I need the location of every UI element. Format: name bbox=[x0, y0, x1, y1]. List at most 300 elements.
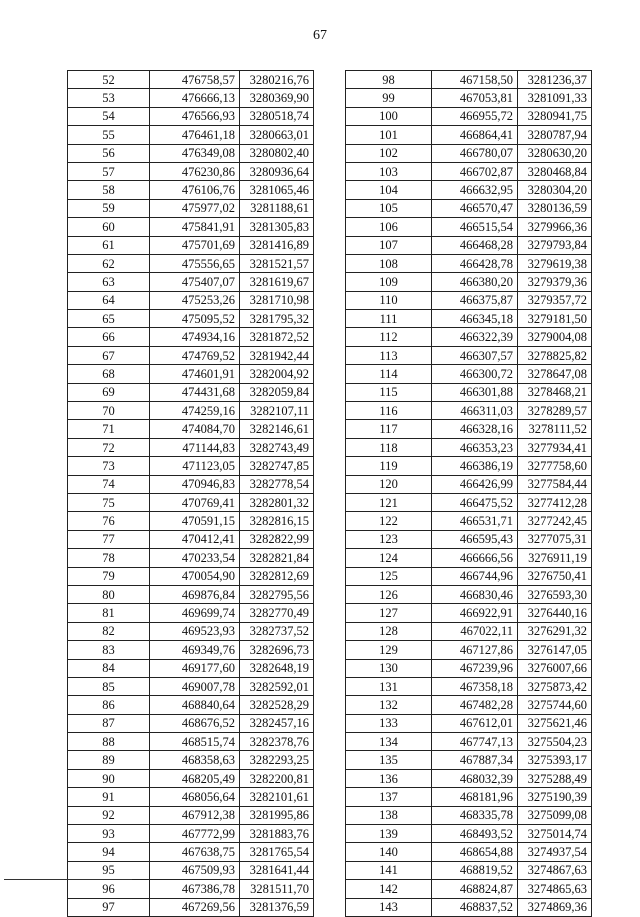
point-number-cell: 114 bbox=[346, 365, 432, 383]
table-row bbox=[346, 880, 592, 898]
x-coordinate-cell: 467022,11 bbox=[432, 622, 518, 640]
table-row bbox=[346, 438, 592, 456]
y-coordinate-cell: 3276291,32 bbox=[518, 622, 592, 640]
table-row bbox=[68, 291, 314, 309]
point-number-cell: 89 bbox=[68, 751, 150, 769]
table-row bbox=[346, 475, 592, 493]
table-row bbox=[68, 365, 314, 383]
y-coordinate-cell: 3275393,17 bbox=[518, 751, 592, 769]
point-number-cell: 69 bbox=[68, 383, 150, 401]
y-coordinate-cell: 3280663,01 bbox=[240, 126, 314, 144]
x-coordinate-cell: 470946,83 bbox=[150, 475, 240, 493]
table-row bbox=[68, 328, 314, 346]
x-coordinate-cell: 467239,96 bbox=[432, 659, 518, 677]
table-row bbox=[346, 806, 592, 824]
point-number-cell: 63 bbox=[68, 273, 150, 291]
point-number-cell: 113 bbox=[346, 346, 432, 364]
x-coordinate-cell: 467053,81 bbox=[432, 89, 518, 107]
point-number-cell: 136 bbox=[346, 769, 432, 787]
x-coordinate-cell: 468824,87 bbox=[432, 880, 518, 898]
table-row bbox=[346, 310, 592, 328]
y-coordinate-cell: 3282747,85 bbox=[240, 457, 314, 475]
y-coordinate-cell: 3280787,94 bbox=[518, 126, 592, 144]
table-row bbox=[346, 714, 592, 732]
y-coordinate-cell: 3280304,20 bbox=[518, 181, 592, 199]
table-row bbox=[346, 733, 592, 751]
table-row bbox=[68, 162, 314, 180]
table-row bbox=[68, 825, 314, 843]
point-number-cell: 97 bbox=[68, 898, 150, 916]
table-row bbox=[346, 622, 592, 640]
x-coordinate-cell: 467509,93 bbox=[150, 861, 240, 879]
y-coordinate-cell: 3277075,31 bbox=[518, 530, 592, 548]
y-coordinate-cell: 3282770,49 bbox=[240, 604, 314, 622]
point-number-cell: 120 bbox=[346, 475, 432, 493]
y-coordinate-cell: 3275621,46 bbox=[518, 714, 592, 732]
x-coordinate-cell: 466428,78 bbox=[432, 254, 518, 272]
point-number-cell: 109 bbox=[346, 273, 432, 291]
table-row bbox=[346, 769, 592, 787]
table-row bbox=[68, 898, 314, 916]
y-coordinate-cell: 3280630,20 bbox=[518, 144, 592, 162]
point-number-cell: 66 bbox=[68, 328, 150, 346]
table-row bbox=[68, 530, 314, 548]
y-coordinate-cell: 3278111,52 bbox=[518, 420, 592, 438]
point-number-cell: 140 bbox=[346, 843, 432, 861]
x-coordinate-cell: 466515,54 bbox=[432, 218, 518, 236]
y-coordinate-cell: 3282816,15 bbox=[240, 512, 314, 530]
point-number-cell: 101 bbox=[346, 126, 432, 144]
table-row bbox=[68, 604, 314, 622]
point-number-cell: 62 bbox=[68, 254, 150, 272]
y-coordinate-cell: 3282696,73 bbox=[240, 641, 314, 659]
x-coordinate-cell: 466353,23 bbox=[432, 438, 518, 456]
table-row bbox=[346, 898, 592, 916]
table-row bbox=[68, 420, 314, 438]
point-number-cell: 108 bbox=[346, 254, 432, 272]
x-coordinate-cell: 466595,43 bbox=[432, 530, 518, 548]
y-coordinate-cell: 3281995,86 bbox=[240, 806, 314, 824]
x-coordinate-cell: 469699,74 bbox=[150, 604, 240, 622]
table-row bbox=[68, 144, 314, 162]
x-coordinate-cell: 475841,91 bbox=[150, 218, 240, 236]
x-coordinate-cell: 476230,86 bbox=[150, 162, 240, 180]
y-coordinate-cell: 3281883,76 bbox=[240, 825, 314, 843]
y-coordinate-cell: 3281710,98 bbox=[240, 291, 314, 309]
point-number-cell: 123 bbox=[346, 530, 432, 548]
point-number-cell: 139 bbox=[346, 825, 432, 843]
x-coordinate-cell: 466300,72 bbox=[432, 365, 518, 383]
table-row bbox=[68, 714, 314, 732]
y-coordinate-cell: 3281765,54 bbox=[240, 843, 314, 861]
point-number-cell: 118 bbox=[346, 438, 432, 456]
y-coordinate-cell: 3282743,49 bbox=[240, 438, 314, 456]
x-coordinate-cell: 468819,52 bbox=[432, 861, 518, 879]
x-coordinate-cell: 466380,20 bbox=[432, 273, 518, 291]
point-number-cell: 87 bbox=[68, 714, 150, 732]
y-coordinate-cell: 3274865,63 bbox=[518, 880, 592, 898]
x-coordinate-cell: 468493,52 bbox=[432, 825, 518, 843]
point-number-cell: 105 bbox=[346, 199, 432, 217]
point-number-cell: 127 bbox=[346, 604, 432, 622]
y-coordinate-cell: 3282200,81 bbox=[240, 769, 314, 787]
point-number-cell: 59 bbox=[68, 199, 150, 217]
table-row bbox=[346, 144, 592, 162]
table-row bbox=[346, 861, 592, 879]
table-row bbox=[68, 218, 314, 236]
table-row bbox=[68, 107, 314, 125]
x-coordinate-cell: 467887,34 bbox=[432, 751, 518, 769]
point-number-cell: 111 bbox=[346, 310, 432, 328]
point-number-cell: 83 bbox=[68, 641, 150, 659]
point-number-cell: 125 bbox=[346, 567, 432, 585]
y-coordinate-cell: 3282146,61 bbox=[240, 420, 314, 438]
y-coordinate-cell: 3282592,01 bbox=[240, 677, 314, 695]
point-number-cell: 53 bbox=[68, 89, 150, 107]
point-number-cell: 84 bbox=[68, 659, 150, 677]
table-row bbox=[68, 402, 314, 420]
x-coordinate-cell: 466311,03 bbox=[432, 402, 518, 420]
page-number: 67 bbox=[313, 28, 327, 43]
x-coordinate-cell: 475977,02 bbox=[150, 199, 240, 217]
point-number-cell: 88 bbox=[68, 733, 150, 751]
table-row bbox=[68, 89, 314, 107]
x-coordinate-cell: 466475,52 bbox=[432, 493, 518, 511]
point-number-cell: 77 bbox=[68, 530, 150, 548]
x-coordinate-cell: 466375,87 bbox=[432, 291, 518, 309]
point-number-cell: 58 bbox=[68, 181, 150, 199]
point-number-cell: 143 bbox=[346, 898, 432, 916]
point-number-cell: 52 bbox=[68, 71, 150, 89]
table-row bbox=[346, 254, 592, 272]
table-row bbox=[346, 328, 592, 346]
point-number-cell: 92 bbox=[68, 806, 150, 824]
table-row bbox=[346, 677, 592, 695]
x-coordinate-cell: 476461,18 bbox=[150, 126, 240, 144]
point-number-cell: 57 bbox=[68, 162, 150, 180]
point-number-cell: 56 bbox=[68, 144, 150, 162]
point-number-cell: 106 bbox=[346, 218, 432, 236]
y-coordinate-cell: 3281376,59 bbox=[240, 898, 314, 916]
point-number-cell: 68 bbox=[68, 365, 150, 383]
x-coordinate-cell: 469876,84 bbox=[150, 585, 240, 603]
table-row bbox=[68, 788, 314, 806]
y-coordinate-cell: 3280936,64 bbox=[240, 162, 314, 180]
x-coordinate-cell: 469523,93 bbox=[150, 622, 240, 640]
x-coordinate-cell: 470769,41 bbox=[150, 493, 240, 511]
x-coordinate-cell: 470054,90 bbox=[150, 567, 240, 585]
table-row bbox=[68, 310, 314, 328]
x-coordinate-cell: 466426,99 bbox=[432, 475, 518, 493]
point-number-cell: 122 bbox=[346, 512, 432, 530]
x-coordinate-cell: 467127,86 bbox=[432, 641, 518, 659]
x-coordinate-cell: 467269,56 bbox=[150, 898, 240, 916]
table-row bbox=[68, 880, 314, 898]
coordinates-table-right bbox=[345, 70, 592, 917]
point-number-cell: 107 bbox=[346, 236, 432, 254]
point-number-cell: 80 bbox=[68, 585, 150, 603]
table-row bbox=[346, 641, 592, 659]
table-row bbox=[68, 236, 314, 254]
point-number-cell: 126 bbox=[346, 585, 432, 603]
x-coordinate-cell: 467386,78 bbox=[150, 880, 240, 898]
y-coordinate-cell: 3281619,67 bbox=[240, 273, 314, 291]
table-row bbox=[68, 512, 314, 530]
table-row bbox=[346, 604, 592, 622]
x-coordinate-cell: 467158,50 bbox=[432, 71, 518, 89]
point-number-cell: 65 bbox=[68, 310, 150, 328]
x-coordinate-cell: 468837,52 bbox=[432, 898, 518, 916]
table-row bbox=[346, 162, 592, 180]
x-coordinate-cell: 475253,26 bbox=[150, 291, 240, 309]
table-row bbox=[68, 438, 314, 456]
point-number-cell: 104 bbox=[346, 181, 432, 199]
table-row bbox=[68, 383, 314, 401]
x-coordinate-cell: 467358,18 bbox=[432, 677, 518, 695]
y-coordinate-cell: 3281236,37 bbox=[518, 71, 592, 89]
y-coordinate-cell: 3277242,45 bbox=[518, 512, 592, 530]
point-number-cell: 74 bbox=[68, 475, 150, 493]
point-number-cell: 124 bbox=[346, 549, 432, 567]
y-coordinate-cell: 3282457,16 bbox=[240, 714, 314, 732]
table-row bbox=[68, 199, 314, 217]
y-coordinate-cell: 3282107,11 bbox=[240, 402, 314, 420]
x-coordinate-cell: 468335,78 bbox=[432, 806, 518, 824]
table-row bbox=[68, 181, 314, 199]
x-coordinate-cell: 475407,07 bbox=[150, 273, 240, 291]
table-row bbox=[68, 733, 314, 751]
table-row bbox=[346, 291, 592, 309]
x-coordinate-cell: 468032,39 bbox=[432, 769, 518, 787]
point-number-cell: 60 bbox=[68, 218, 150, 236]
x-coordinate-cell: 466307,57 bbox=[432, 346, 518, 364]
y-coordinate-cell: 3276593,30 bbox=[518, 585, 592, 603]
table-row bbox=[346, 420, 592, 438]
table-row bbox=[346, 751, 592, 769]
table-row bbox=[68, 806, 314, 824]
y-coordinate-cell: 3277584,44 bbox=[518, 475, 592, 493]
y-coordinate-cell: 3279619,38 bbox=[518, 254, 592, 272]
y-coordinate-cell: 3280802,40 bbox=[240, 144, 314, 162]
table-row bbox=[346, 199, 592, 217]
x-coordinate-cell: 470233,54 bbox=[150, 549, 240, 567]
point-number-cell: 110 bbox=[346, 291, 432, 309]
table-row bbox=[68, 677, 314, 695]
y-coordinate-cell: 3279793,84 bbox=[518, 236, 592, 254]
y-coordinate-cell: 3282822,99 bbox=[240, 530, 314, 548]
x-coordinate-cell: 470591,15 bbox=[150, 512, 240, 530]
y-coordinate-cell: 3279181,50 bbox=[518, 310, 592, 328]
x-coordinate-cell: 476349,08 bbox=[150, 144, 240, 162]
x-coordinate-cell: 466780,07 bbox=[432, 144, 518, 162]
x-coordinate-cell: 475701,69 bbox=[150, 236, 240, 254]
y-coordinate-cell: 3282293,25 bbox=[240, 751, 314, 769]
y-coordinate-cell: 3281641,44 bbox=[240, 861, 314, 879]
y-coordinate-cell: 3280136,59 bbox=[518, 199, 592, 217]
y-coordinate-cell: 3277934,41 bbox=[518, 438, 592, 456]
point-number-cell: 96 bbox=[68, 880, 150, 898]
y-coordinate-cell: 3275744,60 bbox=[518, 696, 592, 714]
table-row bbox=[346, 696, 592, 714]
point-number-cell: 55 bbox=[68, 126, 150, 144]
table-row bbox=[346, 107, 592, 125]
y-coordinate-cell: 3282059,84 bbox=[240, 383, 314, 401]
y-coordinate-cell: 3274869,36 bbox=[518, 898, 592, 916]
point-number-cell: 93 bbox=[68, 825, 150, 843]
table-row bbox=[346, 493, 592, 511]
y-coordinate-cell: 3281065,46 bbox=[240, 181, 314, 199]
x-coordinate-cell: 476758,57 bbox=[150, 71, 240, 89]
point-number-cell: 131 bbox=[346, 677, 432, 695]
coordinates-table-left bbox=[67, 70, 314, 917]
y-coordinate-cell: 3278468,21 bbox=[518, 383, 592, 401]
point-number-cell: 128 bbox=[346, 622, 432, 640]
table-row bbox=[68, 843, 314, 861]
point-number-cell: 142 bbox=[346, 880, 432, 898]
y-coordinate-cell: 3275014,74 bbox=[518, 825, 592, 843]
y-coordinate-cell: 3280468,84 bbox=[518, 162, 592, 180]
y-coordinate-cell: 3276440,16 bbox=[518, 604, 592, 622]
table-row bbox=[346, 236, 592, 254]
table-row bbox=[346, 843, 592, 861]
y-coordinate-cell: 3281942,44 bbox=[240, 346, 314, 364]
table-row bbox=[346, 383, 592, 401]
x-coordinate-cell: 474431,68 bbox=[150, 383, 240, 401]
table-row bbox=[346, 89, 592, 107]
x-coordinate-cell: 474769,52 bbox=[150, 346, 240, 364]
x-coordinate-cell: 466744,96 bbox=[432, 567, 518, 585]
point-number-cell: 141 bbox=[346, 861, 432, 879]
y-coordinate-cell: 3275190,39 bbox=[518, 788, 592, 806]
point-number-cell: 135 bbox=[346, 751, 432, 769]
table-row bbox=[68, 659, 314, 677]
x-coordinate-cell: 466345,18 bbox=[432, 310, 518, 328]
point-number-cell: 78 bbox=[68, 549, 150, 567]
x-coordinate-cell: 468654,88 bbox=[432, 843, 518, 861]
point-number-cell: 85 bbox=[68, 677, 150, 695]
x-coordinate-cell: 466531,71 bbox=[432, 512, 518, 530]
footnote-rule bbox=[4, 879, 132, 880]
table-row bbox=[346, 549, 592, 567]
y-coordinate-cell: 3282528,29 bbox=[240, 696, 314, 714]
table-row bbox=[68, 585, 314, 603]
point-number-cell: 112 bbox=[346, 328, 432, 346]
point-number-cell: 137 bbox=[346, 788, 432, 806]
point-number-cell: 75 bbox=[68, 493, 150, 511]
x-coordinate-cell: 468358,63 bbox=[150, 751, 240, 769]
x-coordinate-cell: 467612,01 bbox=[432, 714, 518, 732]
y-coordinate-cell: 3282101,61 bbox=[240, 788, 314, 806]
y-coordinate-cell: 3282648,19 bbox=[240, 659, 314, 677]
y-coordinate-cell: 3280216,76 bbox=[240, 71, 314, 89]
x-coordinate-cell: 467747,13 bbox=[432, 733, 518, 751]
point-number-cell: 103 bbox=[346, 162, 432, 180]
table-row bbox=[346, 788, 592, 806]
y-coordinate-cell: 3281416,89 bbox=[240, 236, 314, 254]
table-row bbox=[68, 254, 314, 272]
y-coordinate-cell: 3281511,70 bbox=[240, 880, 314, 898]
x-coordinate-cell: 466632,95 bbox=[432, 181, 518, 199]
point-number-cell: 54 bbox=[68, 107, 150, 125]
point-number-cell: 64 bbox=[68, 291, 150, 309]
table-row bbox=[346, 659, 592, 677]
point-number-cell: 90 bbox=[68, 769, 150, 787]
x-coordinate-cell: 467772,99 bbox=[150, 825, 240, 843]
y-coordinate-cell: 3282778,54 bbox=[240, 475, 314, 493]
y-coordinate-cell: 3275504,23 bbox=[518, 733, 592, 751]
y-coordinate-cell: 3281872,52 bbox=[240, 328, 314, 346]
table-row bbox=[346, 181, 592, 199]
table-row bbox=[346, 71, 592, 89]
x-coordinate-cell: 468056,64 bbox=[150, 788, 240, 806]
table-row bbox=[346, 346, 592, 364]
point-number-cell: 72 bbox=[68, 438, 150, 456]
x-coordinate-cell: 469007,78 bbox=[150, 677, 240, 695]
x-coordinate-cell: 468205,49 bbox=[150, 769, 240, 787]
y-coordinate-cell: 3279357,72 bbox=[518, 291, 592, 309]
x-coordinate-cell: 466830,46 bbox=[432, 585, 518, 603]
y-coordinate-cell: 3277758,60 bbox=[518, 457, 592, 475]
table-row bbox=[68, 567, 314, 585]
y-coordinate-cell: 3280369,90 bbox=[240, 89, 314, 107]
y-coordinate-cell: 3281521,57 bbox=[240, 254, 314, 272]
x-coordinate-cell: 476566,93 bbox=[150, 107, 240, 125]
table-row bbox=[68, 549, 314, 567]
y-coordinate-cell: 3279004,08 bbox=[518, 328, 592, 346]
y-coordinate-cell: 3274937,54 bbox=[518, 843, 592, 861]
y-coordinate-cell: 3277412,28 bbox=[518, 493, 592, 511]
point-number-cell: 70 bbox=[68, 402, 150, 420]
point-number-cell: 79 bbox=[68, 567, 150, 585]
table-row bbox=[346, 457, 592, 475]
table-row bbox=[68, 126, 314, 144]
point-number-cell: 86 bbox=[68, 696, 150, 714]
table-row bbox=[346, 365, 592, 383]
y-coordinate-cell: 3281795,32 bbox=[240, 310, 314, 328]
point-number-cell: 117 bbox=[346, 420, 432, 438]
x-coordinate-cell: 466666,56 bbox=[432, 549, 518, 567]
point-number-cell: 121 bbox=[346, 493, 432, 511]
y-coordinate-cell: 3276750,41 bbox=[518, 567, 592, 585]
table-row bbox=[346, 218, 592, 236]
x-coordinate-cell: 474259,16 bbox=[150, 402, 240, 420]
x-coordinate-cell: 466922,91 bbox=[432, 604, 518, 622]
x-coordinate-cell: 475556,65 bbox=[150, 254, 240, 272]
point-number-cell: 73 bbox=[68, 457, 150, 475]
point-number-cell: 132 bbox=[346, 696, 432, 714]
y-coordinate-cell: 3281188,61 bbox=[240, 199, 314, 217]
table-row bbox=[68, 71, 314, 89]
x-coordinate-cell: 466702,87 bbox=[432, 162, 518, 180]
table-row bbox=[68, 273, 314, 291]
y-coordinate-cell: 3280941,75 bbox=[518, 107, 592, 125]
x-coordinate-cell: 466301,88 bbox=[432, 383, 518, 401]
x-coordinate-cell: 466328,16 bbox=[432, 420, 518, 438]
x-coordinate-cell: 476106,76 bbox=[150, 181, 240, 199]
x-coordinate-cell: 468676,52 bbox=[150, 714, 240, 732]
x-coordinate-cell: 470412,41 bbox=[150, 530, 240, 548]
x-coordinate-cell: 466864,41 bbox=[432, 126, 518, 144]
y-coordinate-cell: 3274867,63 bbox=[518, 861, 592, 879]
point-number-cell: 99 bbox=[346, 89, 432, 107]
table-row bbox=[68, 641, 314, 659]
table-row bbox=[346, 273, 592, 291]
x-coordinate-cell: 471144,83 bbox=[150, 438, 240, 456]
y-coordinate-cell: 3282004,92 bbox=[240, 365, 314, 383]
point-number-cell: 133 bbox=[346, 714, 432, 732]
y-coordinate-cell: 3275873,42 bbox=[518, 677, 592, 695]
point-number-cell: 82 bbox=[68, 622, 150, 640]
